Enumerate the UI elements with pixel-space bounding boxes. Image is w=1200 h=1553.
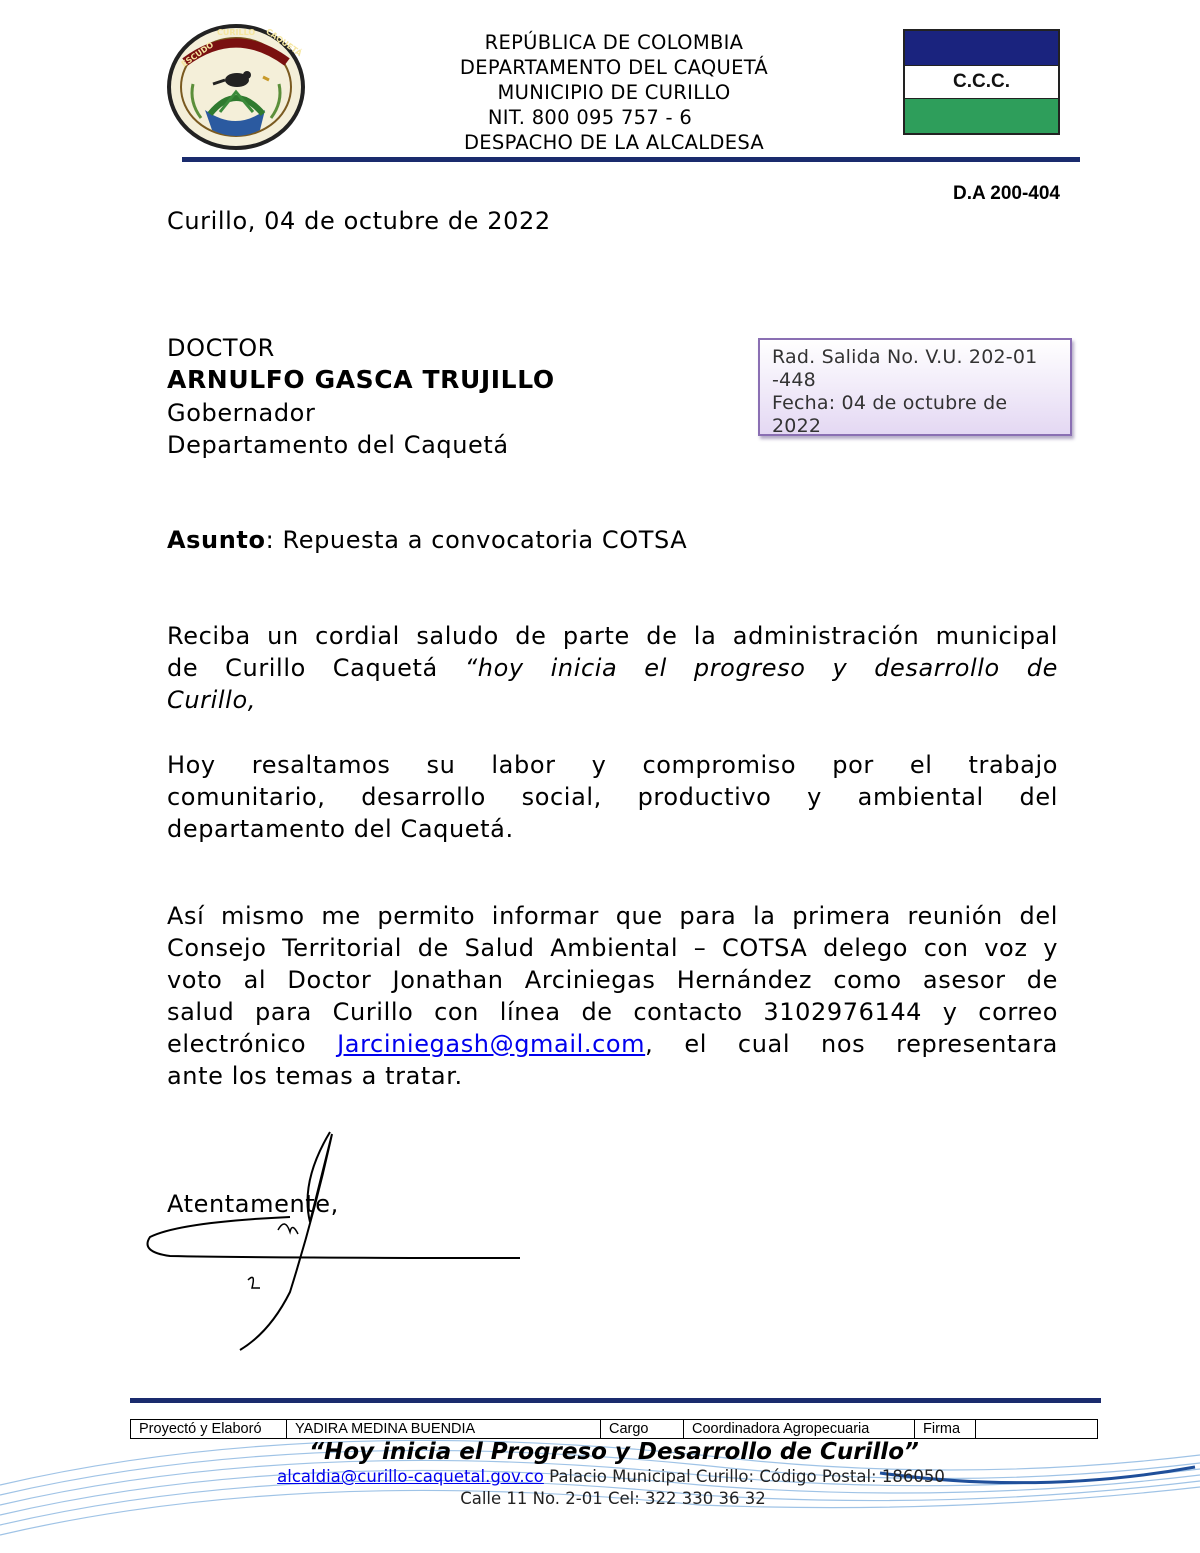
header-country: REPÚBLICA DE COLOMBIA <box>484 31 744 54</box>
greeting-line-3-italic: Curillo, <box>167 686 256 714</box>
footer-rule <box>130 1398 1101 1403</box>
flag-stripe-green <box>905 99 1058 133</box>
flag-text: C.C.C. <box>953 71 1010 92</box>
recognition-line-2: comunitario, desarrollo social, productivo y ambiental del <box>167 783 1058 811</box>
seal-text-left: ESCUDO <box>179 40 216 69</box>
flag-stripe-blue <box>905 31 1058 65</box>
prepared-by-name: YADIRA MEDINA BUENDIA <box>287 1420 601 1439</box>
municipal-seal <box>165 22 307 152</box>
recipient-role: Gobernador <box>167 399 316 427</box>
subject-label: Asunto <box>167 526 266 554</box>
radicado-line-4: 2022 <box>772 415 822 436</box>
delegation-line-5 <box>167 1028 1058 1060</box>
delegation-line-2: Consejo Territorial de Salud Ambiental – COTSA delego con voz y <box>167 934 1058 962</box>
date-line: Curillo, 04 de octubre de 2022 <box>167 207 551 235</box>
header-nit: NIT. 800 095 757 - 6 <box>487 106 693 129</box>
delegation-line-5-before: electrónico <box>167 1030 338 1058</box>
delegation-line-6: ante los temas a tratar. <box>167 1062 463 1090</box>
closing: Atentamente, <box>167 1190 339 1218</box>
radicado-line-2: -448 <box>772 369 816 391</box>
document-code: D.A 200-404 <box>952 183 1060 204</box>
recipient-name: ARNULFO GASCA TRUJILLO <box>167 365 555 394</box>
delegation-line-1: Así mismo me permito informar que para la primera reunión del <box>167 902 1058 930</box>
handwritten-signature <box>140 1122 530 1352</box>
recipient-department: Departamento del Caquetá <box>167 431 509 459</box>
signature-label: Firma <box>915 1420 976 1439</box>
flag-stripe-white <box>905 65 1058 99</box>
header-department: DEPARTAMENTO DEL CAQUETÁ <box>459 56 769 79</box>
radicado-line-1: Rad. Salida No. V.U. 202-01 <box>772 346 1038 368</box>
seal-text-top: CURILLO <box>217 28 256 37</box>
footer-contact-line <box>0 1467 1200 1486</box>
greeting-line-2-plain: de Curillo Caquetá <box>167 654 465 682</box>
paragraph-delegation <box>167 900 1058 1092</box>
radicado-line-3: Fecha: 04 de octubre de <box>772 392 1008 414</box>
header-rule <box>182 157 1080 162</box>
municipal-flag <box>903 29 1060 135</box>
greeting-line-1: Reciba un cordial saludo de parte de la administración municipal <box>167 622 1058 650</box>
approval-row <box>131 1420 1098 1439</box>
greeting-line-2 <box>167 652 1058 684</box>
delegate-email-link[interactable]: Jarciniegash@gmail.com <box>337 1030 646 1058</box>
recognition-line-3: departamento del Caquetá. <box>167 815 514 843</box>
footer-approval-table <box>130 1419 1098 1439</box>
recognition-line-1: Hoy resaltamos su labor y compromiso por el trabajo <box>167 751 1058 779</box>
seal-text-right: CAQUETÁ <box>264 26 304 59</box>
prepared-by-label: Proyectó y Elaboró <box>131 1420 287 1439</box>
subject-line <box>167 524 687 556</box>
position-value: Coordinadora Agropecuaria <box>684 1420 915 1439</box>
header-municipality: MUNICIPIO DE CURILLO <box>497 81 731 104</box>
signature-cell <box>976 1420 1098 1439</box>
footer-address: Palacio Municipal Curillo: Código Postal: 186050 <box>543 1467 945 1486</box>
paragraph-recognition <box>167 749 1058 845</box>
delegation-line-4: salud para Curillo con línea de contacto 3102976144 y correo <box>167 998 1058 1026</box>
header-block <box>400 30 828 155</box>
greeting-line-3 <box>167 684 1058 716</box>
delegation-line-5-after: , el cual nos representara <box>645 1030 1058 1058</box>
paragraph-greeting <box>167 620 1058 716</box>
footer-street-line: Calle 11 No. 2-01 Cel: 322 330 36 32 <box>460 1489 766 1508</box>
footer-slogan: “Hoy inicia el Progreso y Desarrollo de Curillo” <box>309 1439 919 1465</box>
delegation-line-3: voto al Doctor Jonathan Arciniegas Hernández como asesor de <box>167 966 1058 994</box>
recipient-title: DOCTOR <box>167 334 275 362</box>
greeting-line-2-italic: “hoy inicia el progreso y desarrollo de <box>464 654 1058 682</box>
radicado-stamp <box>758 338 1072 436</box>
header-office: DESPACHO DE LA ALCALDESA <box>463 131 765 154</box>
footer-email-link[interactable]: alcaldia@curillo-caquetal.gov.co <box>277 1467 544 1486</box>
position-label: Cargo <box>601 1420 684 1439</box>
subject-text: : Repuesta a convocatoria COTSA <box>265 526 688 554</box>
